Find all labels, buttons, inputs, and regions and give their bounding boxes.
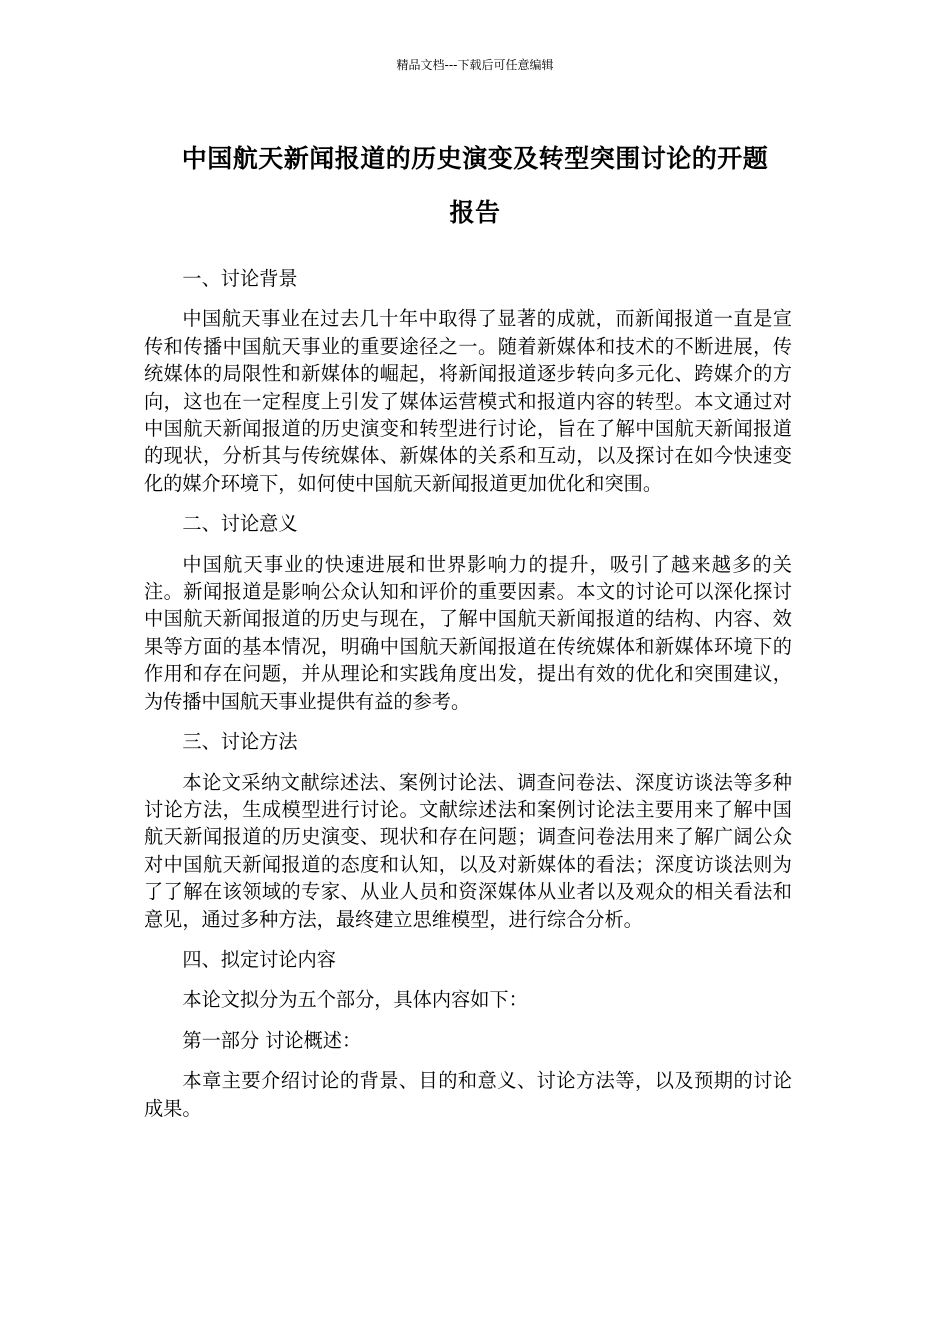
title-line-1: 中国航天新闻报道的历史演变及转型突围讨论的开题: [181, 144, 769, 173]
section-body-background: 中国航天事业在过去几十年中取得了显著的成就，而新闻报道一直是宣传和传播中国航天事业的重要途径之一。随着新媒体和技术的不断进展，传统媒体的局限性和新媒体的崛起，将新闻报道逐步转向多元化、跨媒介的方向，这也在一定程度上引发了媒体运营模式和报道内容的转型。本文通过对中国航天新闻报道的历史演变和转型进行讨论，旨在了解中国航天新闻报道的现状，分析其与传统媒体、新媒体的关系和互动，以及探讨在如今快速变化的媒介环境下，如何使中国航天新闻报道更加优化和突围。: [144, 307, 792, 495]
title-line-2: 报告: [449, 198, 501, 227]
section-body-significance: 中国航天事业的快速进展和世界影响力的提升，吸引了越来越多的关注。新闻报道是影响公众认知和评价的重要因素。本文的讨论可以深化探讨中国航天新闻报道的历史与现在，了解中国航天新闻报道的结构、内容、效果等方面的基本情况，明确中国航天新闻报道在传统媒体和新媒体环境下的作用和存在问题，并从理论和实践角度出发，提出有效的优化和突围建议，为传播中国航天事业提供有益的参考。: [144, 552, 792, 713]
section-content-intro: 本论文拟分为五个部分，具体内容如下：: [182, 988, 528, 1012]
part1-body: 本章主要介绍讨论的背景、目的和意义、讨论方法等，以及预期的讨论成果。: [144, 1069, 792, 1120]
page-header: 精品文档---下载后可任意编辑: [396, 58, 554, 72]
section-heading-background: 一、讨论背景: [182, 267, 298, 290]
section-body-method: 本论文采纳文献综述法、案例讨论法、调查问卷法、深度访谈法等多种讨论方法，生成模型进行讨论。文献综述法和案例讨论法主要用来了解中国航天新闻报道的历史演变、现状和存在问题；调查问卷法用来了解广阔公众对中国航天新闻报道的态度和认知，以及对新媒体的看法；深度访谈法则为了了解在该领域的专家、从业人员和资深媒体从业者以及观众的相关看法和意见，通过多种方法，最终建立思维模型，进行综合分析。: [144, 770, 792, 931]
section-heading-content: 四、拟定讨论内容: [182, 947, 336, 971]
document-body: [144, 265, 792, 1122]
part1-heading: 第一部分 讨论概述：: [182, 1028, 362, 1052]
section-heading-significance: 二、讨论意义: [182, 512, 298, 536]
section-heading-method: 三、讨论方法: [182, 730, 298, 754]
document-title: [140, 132, 810, 240]
